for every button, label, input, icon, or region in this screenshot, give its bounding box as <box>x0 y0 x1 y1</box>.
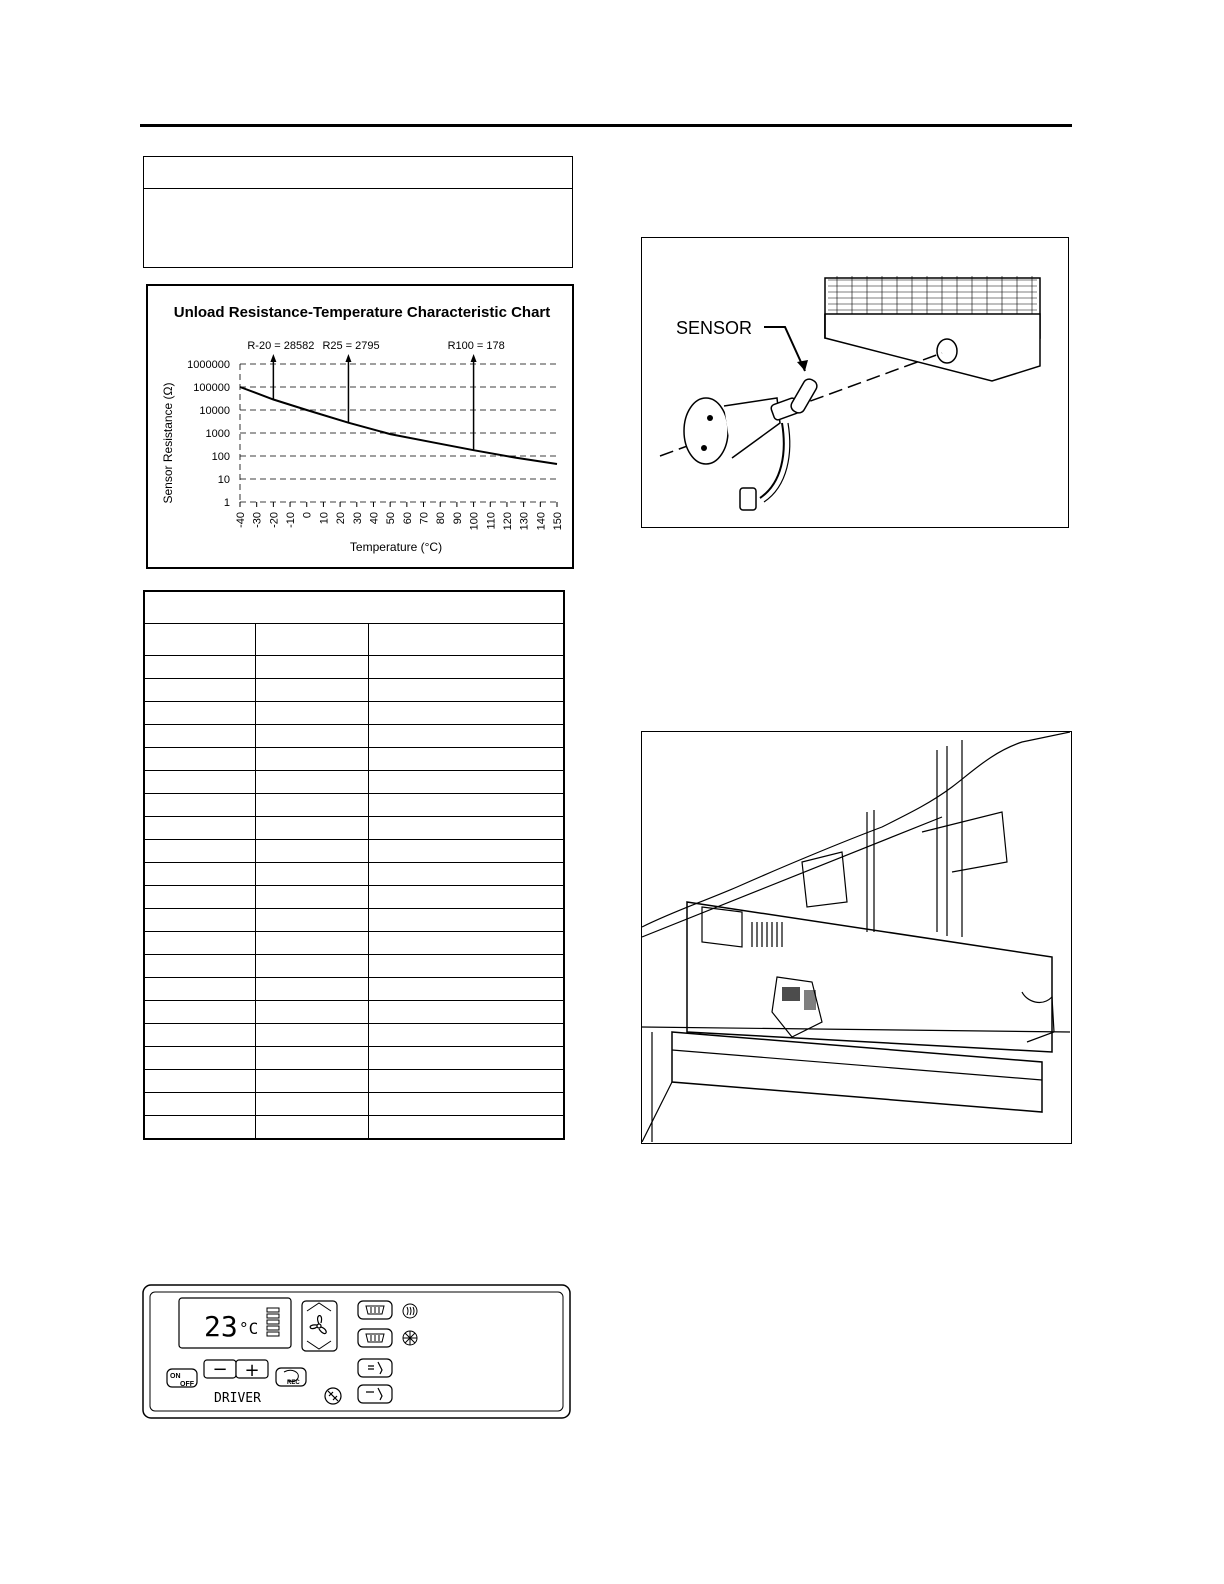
chart-canvas <box>148 286 572 567</box>
air-to-face-button[interactable] <box>358 1359 392 1377</box>
table-row <box>145 656 564 679</box>
table-cell <box>256 794 369 817</box>
table-cell <box>369 771 564 794</box>
table-row <box>145 978 564 1001</box>
installation-illustration <box>642 732 1070 1142</box>
table-cell <box>369 1001 564 1024</box>
table-cell <box>145 1093 256 1116</box>
x-tick-label: 30 <box>351 512 364 525</box>
table-row <box>145 794 564 817</box>
table-cell <box>256 978 369 1001</box>
table-row <box>145 932 564 955</box>
table-cell <box>256 1093 369 1116</box>
table-header-cell <box>145 624 256 656</box>
table-cell <box>369 955 564 978</box>
table-cell <box>145 909 256 932</box>
y-tick-label: 10000 <box>199 405 230 417</box>
table-row <box>145 909 564 932</box>
table-cell <box>256 1116 369 1139</box>
table-cell <box>145 1001 256 1024</box>
table-cell <box>369 1093 564 1116</box>
annotation-label: R25 = 2795 <box>322 340 380 352</box>
y-axis-label: Sensor Resistance (Ω) <box>161 382 175 504</box>
y-tick-label: 10 <box>217 474 230 486</box>
annotation-arrowhead <box>345 354 351 362</box>
heater-installation-figure <box>641 731 1072 1144</box>
on-off-button[interactable] <box>167 1369 197 1388</box>
table-cell <box>256 725 369 748</box>
minus-label: − <box>212 1359 228 1380</box>
table-cell <box>369 932 564 955</box>
temperature-up-button[interactable] <box>236 1360 268 1381</box>
table-row <box>145 817 564 840</box>
table-cell <box>369 725 564 748</box>
table-cell <box>369 886 564 909</box>
table-header-cell <box>256 624 369 656</box>
x-tick-label: 50 <box>385 512 398 525</box>
table-row <box>145 1047 564 1070</box>
resistance-curve <box>240 387 557 464</box>
table-cell <box>369 794 564 817</box>
table-cell <box>145 1116 256 1139</box>
heater-box-illustration <box>825 276 1040 381</box>
table-cell <box>256 1047 369 1070</box>
chart-title: Unload Resistance-Temperature Characteristic Chart <box>173 304 551 321</box>
recirculation-button[interactable] <box>276 1368 306 1386</box>
table-row <box>145 863 564 886</box>
table-cell <box>369 863 564 886</box>
table-header-cell <box>369 624 564 656</box>
table-cell <box>369 817 564 840</box>
rec-label: REC <box>287 1380 300 1386</box>
resistance-chart <box>146 284 574 569</box>
fresh-air-button[interactable] <box>325 1388 341 1404</box>
x-tick-label: 20 <box>335 512 348 525</box>
table-cell <box>256 679 369 702</box>
table-cell <box>256 932 369 955</box>
temperature-unit: °C <box>239 1319 259 1338</box>
x-tick-label: 80 <box>435 512 448 525</box>
x-tick-label: -30 <box>251 512 264 528</box>
table-cell <box>256 955 369 978</box>
air-to-feet-button[interactable] <box>358 1385 392 1403</box>
y-tick-label: 100000 <box>193 382 230 394</box>
y-tick-label: 100 <box>211 451 230 463</box>
sensor-leader-line <box>764 327 805 371</box>
table-cell <box>369 840 564 863</box>
table-cell <box>256 909 369 932</box>
x-tick-label: -10 <box>285 512 298 528</box>
table-cell <box>145 886 256 909</box>
table-cell <box>369 909 564 932</box>
table-row <box>145 679 564 702</box>
table-cell <box>256 656 369 679</box>
table-cell <box>369 656 564 679</box>
table-row <box>145 725 564 748</box>
plus-label: + <box>244 1360 260 1381</box>
x-tick-label: 140 <box>535 512 548 531</box>
table-cell <box>145 748 256 771</box>
x-tick-label: 60 <box>401 512 414 525</box>
table-cell <box>256 771 369 794</box>
defrost-button[interactable] <box>358 1329 392 1347</box>
temperature-value: 23 <box>204 1310 238 1343</box>
table-cell <box>145 978 256 1001</box>
table-cell <box>145 702 256 725</box>
table-cell <box>145 817 256 840</box>
table-cell <box>145 794 256 817</box>
note-box-header <box>144 157 572 189</box>
x-tick-label: 150 <box>552 512 564 531</box>
table-cell <box>369 1116 564 1139</box>
annotation-label: R-20 = 28582 <box>247 340 315 352</box>
auto-defrost-button[interactable] <box>358 1301 392 1319</box>
temperature-down-button[interactable] <box>204 1359 236 1380</box>
resistance-table <box>143 590 565 1140</box>
table-cell <box>145 840 256 863</box>
table-cell <box>145 1047 256 1070</box>
table-row <box>145 771 564 794</box>
sensor-label: SENSOR <box>676 318 753 338</box>
x-tick-label: 10 <box>318 512 331 525</box>
table-cell <box>256 1001 369 1024</box>
annotation-arrowhead <box>471 354 477 362</box>
x-tick-label: 40 <box>368 512 381 525</box>
x-tick-label: 70 <box>418 512 431 525</box>
table-row <box>145 955 564 978</box>
x-tick-label: 120 <box>501 512 514 531</box>
table-row <box>145 702 564 725</box>
x-tick-label: 90 <box>451 512 464 525</box>
x-tick-label: 130 <box>518 512 531 531</box>
table-header-row <box>145 624 564 656</box>
table-cell <box>369 978 564 1001</box>
table-cell <box>369 679 564 702</box>
table-row <box>145 1116 564 1139</box>
table-row <box>145 1001 564 1024</box>
table-row <box>145 1024 564 1047</box>
table-cell <box>256 1024 369 1047</box>
table-cell <box>369 748 564 771</box>
x-tick-label: -20 <box>268 512 281 528</box>
driver-label: DRIVER <box>214 1391 261 1406</box>
off-label: OFF <box>180 1381 194 1388</box>
table-cell <box>369 1047 564 1070</box>
table-cell <box>145 1070 256 1093</box>
y-tick-label: 1000000 <box>187 359 230 371</box>
table-cell <box>256 702 369 725</box>
x-axis-label: Temperature (°C) <box>349 540 443 554</box>
table-cell <box>369 1070 564 1093</box>
table-cell <box>145 725 256 748</box>
table-row <box>145 748 564 771</box>
table-cell <box>256 1070 369 1093</box>
heater-grille <box>782 987 816 1010</box>
table-cell <box>369 1024 564 1047</box>
table-cell <box>256 817 369 840</box>
table-cell <box>256 840 369 863</box>
x-tick-label: -40 <box>235 512 247 528</box>
table-cell <box>256 748 369 771</box>
annotation-arrowhead <box>270 354 276 362</box>
y-tick-label: 1000 <box>205 428 230 440</box>
sensor-bracket-illustration <box>684 377 819 510</box>
annotation-label: R100 = 178 <box>447 340 505 352</box>
table-cell <box>256 886 369 909</box>
table-cell <box>145 955 256 978</box>
x-tick-label: 0 <box>301 512 314 519</box>
fan-speed-button[interactable] <box>302 1301 337 1351</box>
table-cell <box>145 1024 256 1047</box>
y-tick-label: 1 <box>223 497 230 509</box>
table-cell <box>145 863 256 886</box>
table-title-row <box>145 592 564 624</box>
table-cell <box>369 702 564 725</box>
on-label: ON <box>170 1373 181 1380</box>
table-row <box>145 1070 564 1093</box>
table-cell <box>145 656 256 679</box>
x-tick-label: 100 <box>468 512 481 531</box>
table-row <box>145 840 564 863</box>
note-box <box>143 156 573 268</box>
ac-snowflake-indicator-icon <box>403 1331 417 1345</box>
table-cell <box>256 863 369 886</box>
table-cell <box>145 679 256 702</box>
x-tick-label: 110 <box>485 512 498 530</box>
sensor-figure <box>641 237 1069 528</box>
climate-control-panel <box>142 1284 571 1419</box>
table-row <box>145 886 564 909</box>
header-rule <box>140 124 1072 127</box>
table-cell <box>145 771 256 794</box>
table-cell <box>145 932 256 955</box>
table-row <box>145 1093 564 1116</box>
